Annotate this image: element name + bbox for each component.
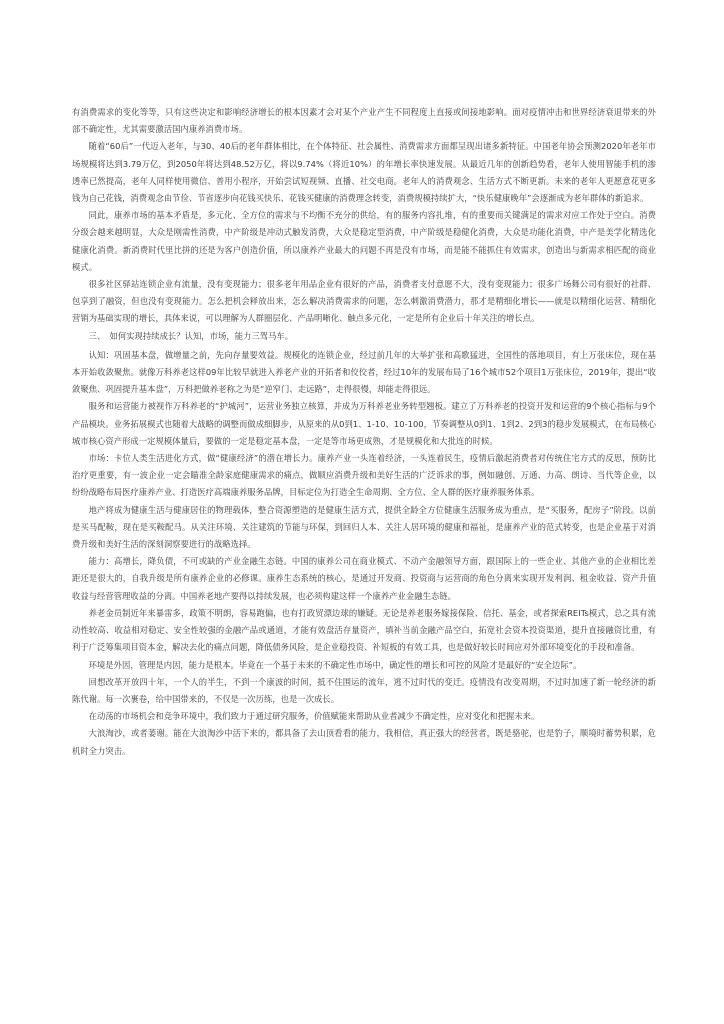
- paragraph: 环境是外因，管理是内因，能力是根本。毕竟在一个基于未来的不确定性市场中，确定性的增长和可控的风险才是最好的“安全边际”。: [88, 659, 582, 670]
- paragraph: 有消费需求的变化等等，只有这些决定和影响经济增长的根本因素才会对某个产业产生不同程度上直接或间接地影响。面对疫情冲击和世界经济衰退带来的外部不确定性，尤其需要激活国内康养消费市场。: [72, 107, 656, 135]
- paragraph: 认知：巩固基本盘，做增量之前，先向存量要效益。规模化的连锁企业，经过前几年的大举扩张和高歌猛进，全国性的落地项目，有上万张床位，现在基本开始收敛聚焦。就像万科养老这样09年比较早就进入养老产业的开拓者和佼佼者，经过10年的发展布局了16个城市52个项目1万张床位，2019年，提出“收敛聚焦、巩固提升基本盘”，万科把做养老称之为是“逆窄门、走远路”，走得很慢，却能走得很远。: [72, 349, 656, 395]
- document-body: [72, 104, 656, 760]
- paragraph: 市场：卡位人类生活进化方式，做“健康经济”的潜在增长力。康养产业一头连着经济，一头连着民生，疫情后激起消费者对传统住宅方式的反思，预防比治疗更重要，有一波企业一定会瞄准全龄家庭健康需求的痛点，做顺应消费升级和美好生活的广泛诉求的事，例如融创、万通、力高、朗诗、当代等企业，以纷纷战略布局医疗康养产业、打造医疗高端康养服务品牌，目标定位为打造全生命周期、全方位、全人群的医疗康养服务体系。: [72, 453, 656, 498]
- paragraph: 同此，康养市场的基本矛盾是，多元化、全方位的需求与不均衡不充分的供给，有的服务内容扎堆，有的重要而关键满足的需求对应工作处于空白。消费分级会越来越明显，大众是刚需性消费，中产阶级是冲动式触发消费，大众是稳定型消费，中产阶级是稳健化消费，大众是功能化消费，中产是美学化精选化健康化消费。新消费时代里比拼的还是为客户创造价值，所以康养产业最大的问题不再是没有市场，而是能不能抓住有效需求，创造出与新需求相匹配的商业模式。: [72, 210, 656, 272]
- paragraph: 随着“60后”一代迈入老年，与30、40后的老年群体相比，在个体特征、社会属性、消费需求方面都呈现出诸多新特征。中国老年协会预测2020年老年市场规模将达到3.79万亿，到2050年将达到48.52万亿，将以9.74%（将近10%）的年增长率快速发展。从最近几年的创新趋势看，老年人使用智能手机的渗透率已然提高，老年人同样使用微信、普用小程序，开始尝试短视频、直播、社交电商。老年人的消费观念、生活方式不断更新。未来的老年人更愿意花更多钱为自己花钱，消费观念由节俭、节省逐步向花钱买快乐、花钱买健康的消费理念转变，消费规模持续扩大，“快乐健康晚年”会逐渐成为老年群体的新追求。: [72, 141, 656, 204]
- section-heading: 三、 如何实现持续成长？认知，市场，能力三驾马车。: [88, 330, 294, 341]
- paragraph: 服务和运营能力被视作万科养老的“护城河”，运营业务独立核算，并成为万科养老业务转型翘板。建立了万科养老的投资开发和运营的9个核心指标与9个产品模块。业务拓展模式也随着大战略的调整而做成细脚步，从原来的从0到1、1-10、10-100，节奏调整从0到1、1到2、2到3的稳步发展模式，在布局核心城市核心资产形成一定规模体量后，要做的一定是稳定基本盘，一定是等市场更成熟，才是规模化和大批连的时候。: [72, 401, 656, 446]
- paragraph: 在动荡的市场机会和竞争环境中，我们致力于通过研究服务，价值赋能来帮助从业者减少不确定性，应对变化和把握未来。: [88, 711, 540, 722]
- paragraph: 大浪淘沙，或者萎谢。能在大浪淘沙中活下来的，都具备了去山顶看看的能力，我相信，真正强大的经营者，既是骆驼，也是豹子，顺境时蓄势积累，危机时全力突击。: [72, 728, 656, 756]
- paragraph: 地产将成为健康生活与健康居住的物理载体，整合资源塑造的是健康生活方式，提供全龄全方位健康生活服务成为重点，是“买服务，配房子”阶段。以前是买马配鞍，现在是买鞍配马。从关注环境、关注建筑的节能与环保，到回归人本、关注人居环境的健康和福祉，是康养产业的范式转变，也是企业基于对消费升级和美好生活的深刻洞察要进行的战略选择。: [72, 504, 656, 550]
- paragraph: 很多社区驿站连锁企业有流量，没有变现能力；很多老年用品企业有很好的产品，消费者支付意愿不大，没有变现能力；很多广场舞公司有很好的社群、包享到了融资，但也没有变现能力。怎么把机会释放出来，怎么解决消费需求的问题，怎么刺激消费潜力，那才是精细化增长——就是以精细化运营、精细化营销为基础实现的增长，具体来说，可以理解为人群圈层化、产品明晰化、触点多元化，一定是所有企业后十年关注的增长点。: [72, 279, 656, 324]
- paragraph: 养老金员制近年来暴雷多，政策不明朗，容易跑偏，也有打政贸漂边球的嫌疑。无论是养老服务嫁接保险、信托、基金，或者探索REITs模式，总之具有流动性较高、收益相对稳定、安全性较强的金融产品或通道，才能有效盘活存量资产，填补当前金融产品空白，拓宽社会资本投资渠道，提升直接融资比重，有利于广泛筹集项目资本金，解决去化的痛点问题，降低债务风险，是企业稳投资、补短板的有效工具，也是做好较长时间应对外部环境变化的手段和准备。: [72, 607, 656, 653]
- paragraph: 能力：高增长，降负债，不可或缺的产业金融生态链。中国的康养公司在商业模式、不动产金融领导方面，跟国际上的一些企业、其他产业的企业相比差距还是很大的，自我升级是所有康养企业的必修课。康养生态系统的核心，是通过开发商、投资商与运营商的角色分离来实现开发利润、租金收益、资产升值收益与经营管理收益的分离。中国养老地产要得以持续发展，也必须构建这样一个康养产业金融生态链。: [72, 556, 656, 601]
- paragraph: 回想改革开放四十年，一个人的半生，不到一个康波的时间，抵不住围运的流年，逃不过时代的变迁。疫情没有改变周期，不过时加速了新一轮经济的新陈代谢。每一次裹卷，给中国带来的，不仅是一次历练，也是一次成长。: [72, 676, 656, 704]
